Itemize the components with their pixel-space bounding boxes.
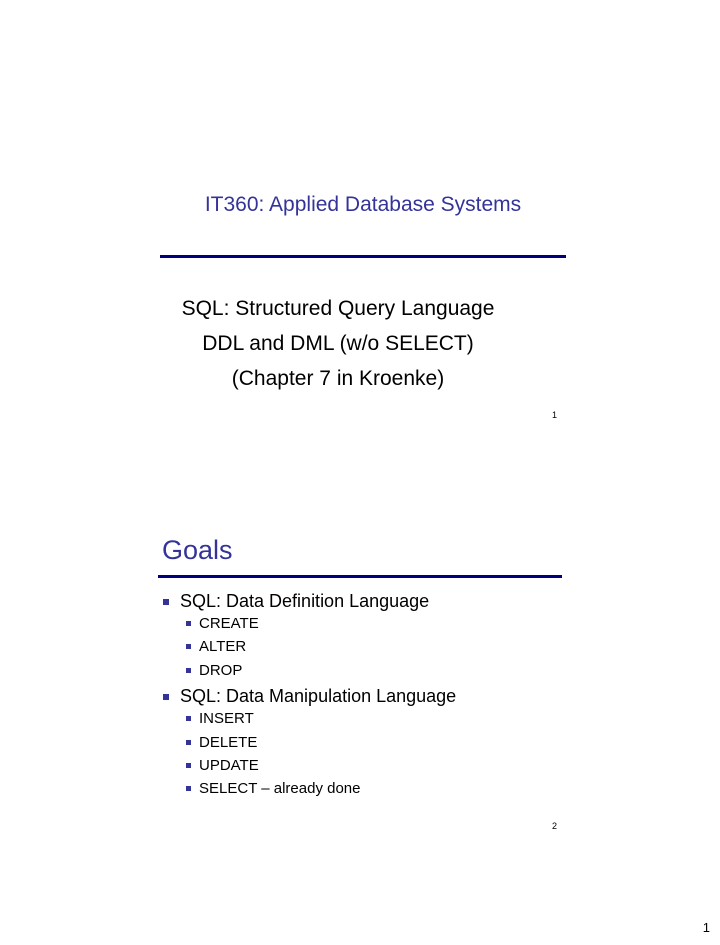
sub-bullet-insert — [186, 710, 254, 727]
sub-bullet-alter — [186, 638, 246, 655]
sub-bullet-label: DELETE — [199, 734, 258, 751]
sub-bullet-label: UPDATE — [199, 757, 259, 774]
square-bullet-icon — [163, 599, 169, 605]
sub-bullet-label: DROP — [199, 662, 243, 679]
page-number: 1 — [702, 920, 710, 935]
slide1-number: 1 — [552, 410, 558, 420]
square-bullet-icon — [186, 763, 191, 768]
sub-bullet-delete — [186, 734, 257, 751]
sub-bullet-label: SELECT – already done — [199, 780, 361, 797]
square-bullet-icon — [186, 621, 191, 626]
sub-bullet-select — [186, 780, 361, 797]
square-bullet-icon — [163, 694, 169, 700]
sub-bullet-create — [186, 615, 259, 632]
square-bullet-icon — [186, 716, 191, 721]
sub-bullet-update — [186, 757, 259, 774]
sub-bullet-label: INSERT — [199, 710, 254, 727]
square-bullet-icon — [186, 668, 191, 673]
square-bullet-icon — [186, 740, 191, 745]
bullet-label: SQL: Data Definition Language — [180, 591, 430, 611]
sub-bullet-label: ALTER — [199, 638, 247, 655]
slide2-divider — [158, 575, 562, 578]
bullet-ddl — [163, 591, 429, 612]
slide1-subtitle-line-1: SQL: Structured Query Language — [181, 297, 495, 320]
slide1-subtitle-line-2: DDL and DML (w/o SELECT) — [202, 332, 474, 355]
bullet-dml — [163, 686, 456, 707]
bullet-label: SQL: Data Manipulation Language — [180, 686, 457, 706]
sub-bullet-label: CREATE — [199, 615, 259, 632]
sub-bullet-drop — [186, 662, 242, 679]
slide2-title: Goals — [162, 535, 233, 565]
slide2-number: 2 — [552, 821, 558, 831]
square-bullet-icon — [186, 644, 191, 649]
slide1-title: IT360: Applied Database Systems — [204, 193, 522, 216]
square-bullet-icon — [186, 786, 191, 791]
slide1-divider — [160, 255, 566, 258]
slide1-subtitle-line-3: (Chapter 7 in Kroenke) — [231, 367, 445, 390]
